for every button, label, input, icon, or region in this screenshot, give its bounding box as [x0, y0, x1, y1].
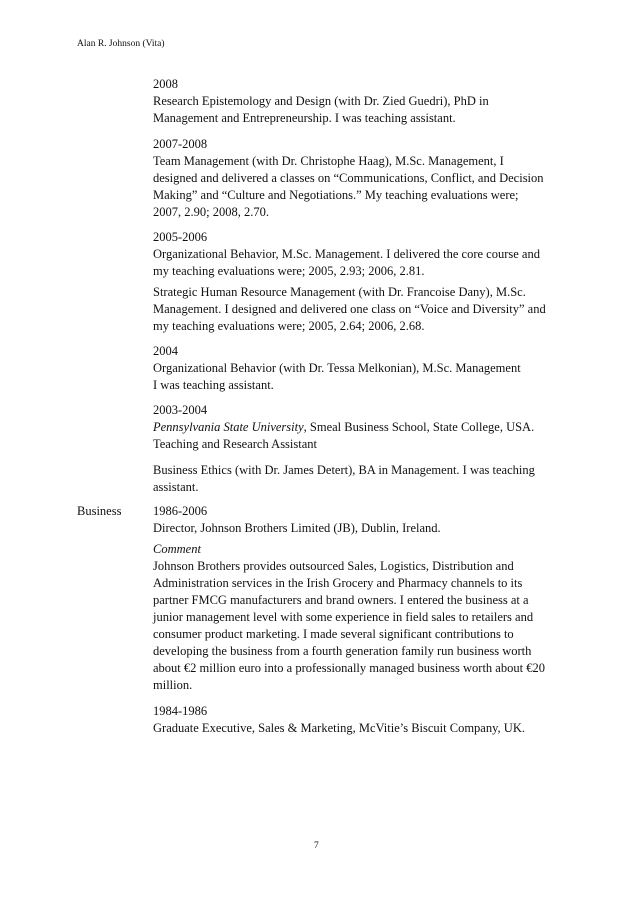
entry-line: Making” and “Culture and Negotiations.” My teaching evaluations were;: [153, 188, 519, 202]
entry-line: Director, Johnson Brothers Limited (JB), Dublin, Ireland.: [153, 521, 441, 535]
comment-label: Comment: [153, 542, 201, 556]
comment-line: million.: [153, 678, 193, 692]
entry-line: Graduate Executive, Sales & Marketing, McVitie’s Biscuit Company, UK.: [153, 721, 525, 735]
comment-line: junior management level with some experience in field sales to retailers and: [153, 610, 534, 624]
entry-line: Team Management (with Dr. Christophe Haag), M.Sc. Management, I: [153, 154, 504, 168]
comment-line: Johnson Brothers provides outsourced Sales, Logistics, Distribution and: [153, 559, 514, 573]
entry-year: 2008: [153, 77, 178, 91]
comment-line: developing the business from a fourth generation family run business worth: [153, 644, 532, 658]
entry-line: my teaching evaluations were; 2005, 2.93; 2006, 2.81.: [153, 264, 425, 278]
entry-line: my teaching evaluations were; 2005, 2.64; 2006, 2.68.: [153, 319, 425, 333]
comment-line: consumer product marketing. I made several significant contributions to: [153, 627, 514, 641]
entry-year: 1984-1986: [153, 704, 208, 718]
entry-line: 2007, 2.90; 2008, 2.70.: [153, 205, 269, 219]
entry-line: Research Epistemology and Design (with Dr. Zied Guedri), PhD in: [153, 94, 489, 108]
entry-line: Management. I designed and delivered one class on “Voice and Diversity” and: [153, 302, 546, 316]
section-label-business: Business: [77, 504, 122, 518]
institution-details: , Smeal Business School, State College, USA.: [303, 420, 535, 434]
entry-institution-line: [153, 419, 534, 436]
entry-line: Business Ethics (with Dr. James Detert), BA in Management. I was teaching: [153, 463, 535, 477]
entry-year: 1986-2006: [153, 504, 208, 518]
entry-year: 2005-2006: [153, 230, 208, 244]
entry-line: designed and delivered a classes on “Communications, Conflict, and Decision: [153, 171, 544, 185]
entry-line: Teaching and Research Assistant: [153, 437, 318, 451]
entry-line: Organizational Behavior (with Dr. Tessa Melkonian), M.Sc. Management: [153, 361, 521, 375]
comment-line: partner FMCG manufacturers and brand owners. I entered the business at a: [153, 593, 529, 607]
comment-line: Administration services in the Irish Grocery and Pharmacy channels to its: [153, 576, 523, 590]
entry-line: assistant.: [153, 480, 199, 494]
entry-year: 2003-2004: [153, 403, 208, 417]
institution-name: Pennsylvania State University: [153, 420, 304, 434]
comment-line: about €2 million euro into a professionally managed business worth about €20: [153, 661, 545, 675]
page-number: 7: [314, 841, 319, 851]
entry-line: I was teaching assistant.: [153, 378, 274, 392]
entry-line: Management and Entrepreneurship. I was teaching assistant.: [153, 111, 456, 125]
page-header: Alan R. Johnson (Vita): [77, 39, 165, 49]
entry-line: Organizational Behavior, M.Sc. Management. I delivered the core course and: [153, 247, 540, 261]
entry-year: 2004: [153, 344, 178, 358]
entry-year: 2007-2008: [153, 137, 208, 151]
entry-line: Strategic Human Resource Management (with Dr. Francoise Dany), M.Sc.: [153, 285, 526, 299]
